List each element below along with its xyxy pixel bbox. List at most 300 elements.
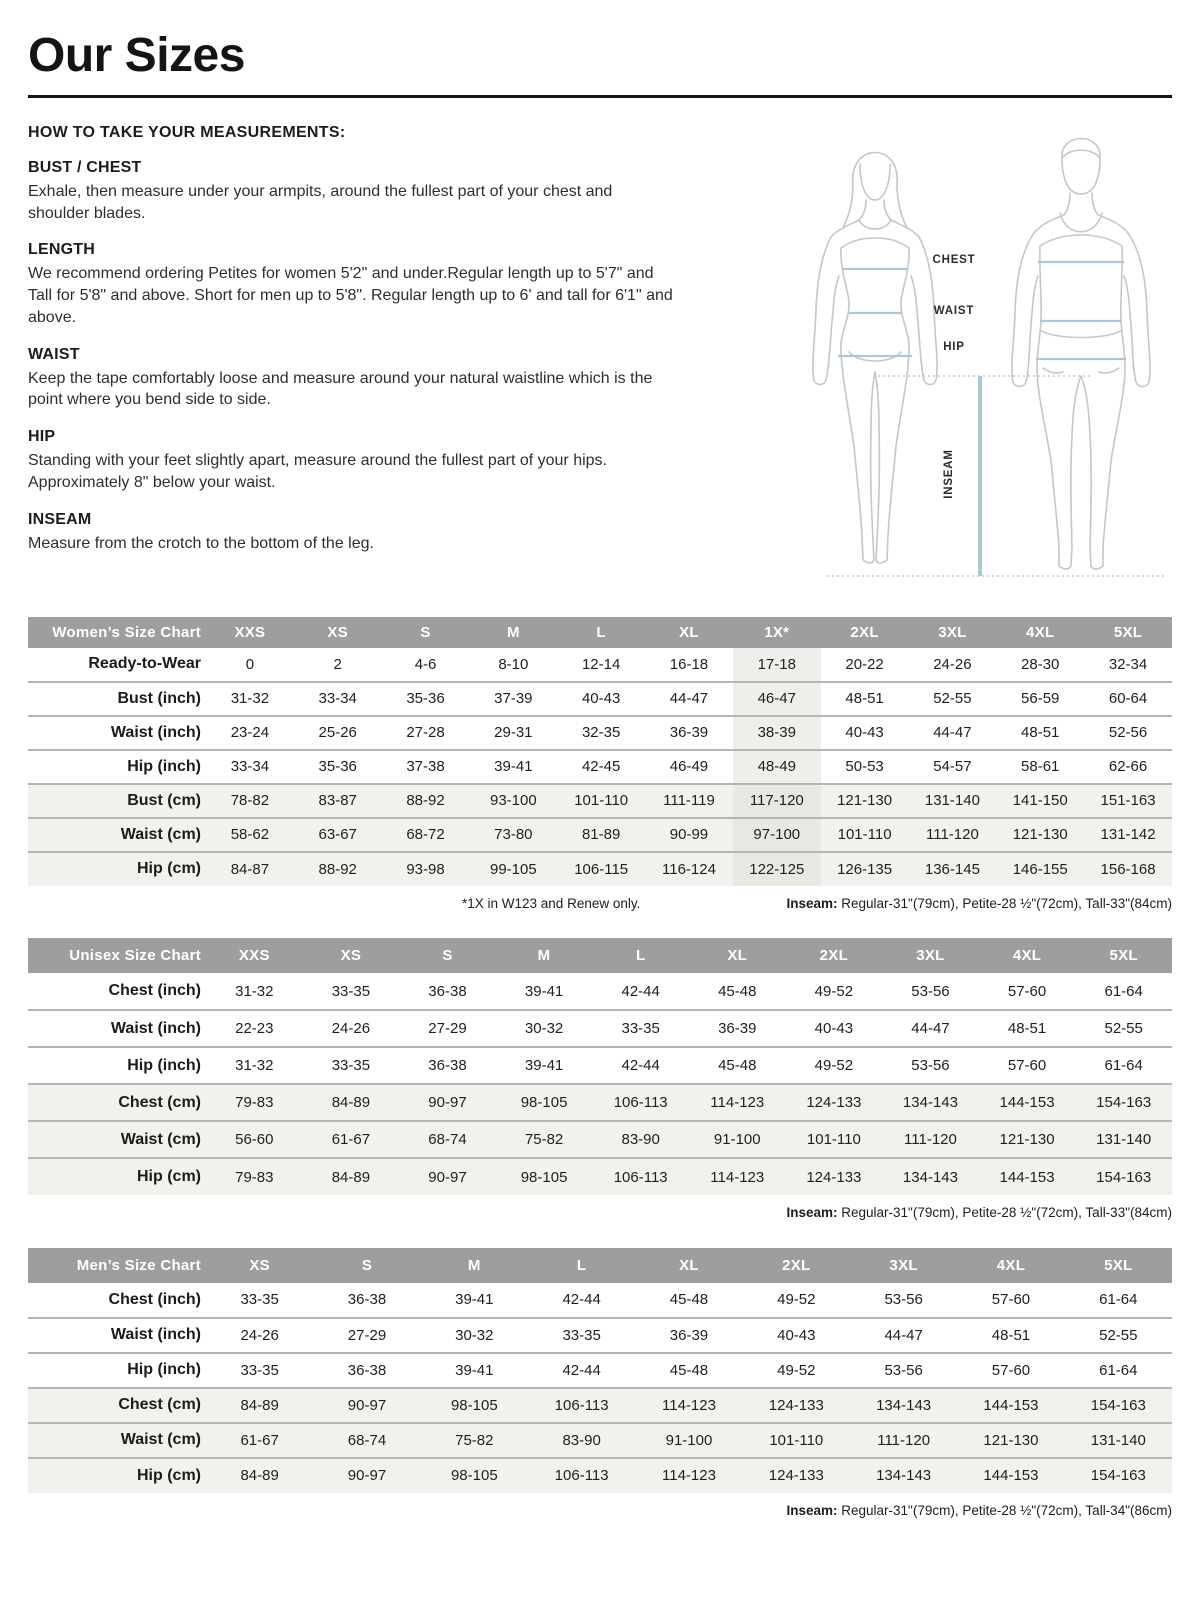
cell: 4-6	[414, 655, 437, 673]
row-label: Chest (cm)	[28, 1388, 206, 1423]
cell: 22-23	[235, 1020, 274, 1038]
column-header: 2XL	[786, 938, 883, 973]
row-label: Hip (inch)	[127, 757, 201, 775]
cell: 36-38	[347, 1291, 387, 1309]
column-header: XL	[689, 938, 786, 973]
cell: 106-113	[592, 1084, 689, 1121]
column-header: XS	[294, 617, 382, 648]
cell: 44-47	[884, 1326, 923, 1344]
row-label: Hip (cm)	[28, 1158, 206, 1195]
cell: 134-143	[882, 1158, 979, 1195]
cell: 57-60	[991, 1291, 1031, 1309]
cell: 121-130	[957, 1423, 1064, 1458]
cell: 106-113	[528, 1458, 635, 1493]
column-header: 5XL	[1075, 938, 1172, 973]
table-footnote	[28, 1502, 1172, 1520]
cell: 42-44	[562, 1361, 601, 1379]
column-header: XS	[303, 938, 400, 973]
cell: 90-97	[399, 1158, 496, 1195]
table-title: Women’s Size Chart	[28, 617, 206, 648]
column-header: XXS	[206, 938, 303, 973]
cell: 33-35	[240, 1361, 279, 1379]
row-label: Hip (cm)	[28, 1458, 206, 1493]
cell: 53-56	[884, 1291, 923, 1309]
cell: 90-97	[313, 1458, 420, 1493]
table-row	[28, 1121, 1172, 1158]
cell: 57-60	[991, 1361, 1031, 1379]
cell: 33-35	[562, 1326, 601, 1344]
cell: 38-39	[733, 716, 821, 750]
cell: 126-135	[821, 852, 909, 886]
unisex-size-chart-section	[28, 938, 1172, 1222]
column-header: S	[313, 1248, 420, 1283]
cell: 42-44	[621, 1057, 660, 1075]
cell: 90-99	[645, 818, 733, 852]
cell: 53-56	[911, 982, 950, 1000]
cell: 106-115	[557, 852, 645, 886]
table-row	[28, 852, 1172, 886]
cell: 91-100	[635, 1423, 742, 1458]
column-header: XXS	[206, 617, 294, 648]
cell: 33-35	[331, 1057, 371, 1075]
cell: 111-119	[645, 784, 733, 818]
table-header-row	[28, 938, 1172, 973]
footnote-inseam-note: Inseam: Regular-31"(79cm), Petite-28 ½"(72cm), Tall-34"(86cm)	[786, 1502, 1172, 1518]
cell: 134-143	[882, 1084, 979, 1121]
cell: 111-120	[850, 1423, 957, 1458]
cell: 84-89	[206, 1388, 313, 1423]
cell: 101-110	[743, 1423, 850, 1458]
cell: 117-120	[733, 784, 821, 818]
section-body: Keep the tape comfortably loose and measure around your natural waistline which is the point where you bend side to side.	[28, 369, 653, 409]
cell: 114-123	[635, 1388, 742, 1423]
table-row	[28, 1458, 1172, 1493]
cell: 45-48	[669, 1361, 709, 1379]
footnote-asterisk-note: *1X in W123 and Renew only.	[462, 895, 641, 911]
cell: 90-97	[399, 1084, 496, 1121]
column-header: 5XL	[1084, 617, 1172, 648]
cell: 29-31	[494, 724, 533, 742]
womens-size-chart-section	[28, 617, 1172, 913]
row-label: Waist (inch)	[110, 1019, 201, 1037]
column-header: M	[421, 1248, 528, 1283]
section-bust-chest	[28, 159, 728, 225]
table-row	[28, 973, 1172, 1010]
cell: 122-125	[733, 852, 821, 886]
cell: 44-47	[669, 690, 709, 708]
cell: 49-52	[814, 1057, 854, 1075]
cell: 98-105	[421, 1388, 528, 1423]
section-body: We recommend ordering Petites for women 5'2" and under.Regular length up to 5'7" and Tall for 5'8" and above. Short for men up to 5'8". Regular length up to 6' and tall for 6'1" and above.	[28, 265, 673, 326]
footnote-inseam-note: Inseam: Regular-31"(79cm), Petite-28 ½"(72cm), Tall-33"(84cm)	[786, 895, 1172, 911]
size-table	[28, 1248, 1172, 1493]
cell: 60-64	[1108, 690, 1148, 708]
cell: 124-133	[743, 1458, 850, 1493]
cell: 33-35	[240, 1291, 279, 1309]
cell: 36-38	[428, 1057, 467, 1075]
cell: 30-32	[524, 1020, 564, 1038]
cell: 35-36	[406, 690, 445, 708]
cell: 24-26	[331, 1020, 371, 1038]
column-header: 4XL	[957, 1248, 1064, 1283]
cell: 8-10	[498, 655, 529, 673]
row-label: Waist (cm)	[28, 1121, 206, 1158]
cell: 98-105	[421, 1458, 528, 1493]
table-title: Unisex Size Chart	[28, 938, 206, 973]
cell: 53-56	[884, 1361, 923, 1379]
cell: 35-36	[318, 758, 357, 776]
cell: 146-155	[996, 852, 1084, 886]
section-title: HIP	[28, 428, 56, 446]
cell: 114-123	[635, 1458, 742, 1493]
cell: 97-100	[733, 818, 821, 852]
cell: 93-100	[469, 784, 557, 818]
cell: 48-51	[845, 690, 884, 708]
cell: 46-49	[669, 758, 709, 776]
cell: 46-47	[733, 682, 821, 716]
cell: 131-140	[909, 784, 997, 818]
column-header: 3XL	[882, 938, 979, 973]
table-footnote	[28, 895, 1172, 913]
cell: 52-55	[933, 690, 972, 708]
cell: 134-143	[850, 1458, 957, 1493]
cell: 62-66	[1108, 758, 1148, 776]
cell: 73-80	[469, 818, 557, 852]
cell: 33-34	[230, 758, 270, 776]
measurement-instructions	[28, 124, 728, 555]
cell: 144-153	[979, 1084, 1076, 1121]
instructions-heading: HOW TO TAKE YOUR MEASUREMENTS:	[28, 123, 346, 141]
column-header: S	[399, 938, 496, 973]
column-header: L	[528, 1248, 635, 1283]
table-row	[28, 648, 1172, 682]
cell: 83-87	[294, 784, 382, 818]
column-header: L	[557, 617, 645, 648]
cell: 88-92	[294, 852, 382, 886]
cell: 16-18	[669, 655, 709, 673]
table-header-row	[28, 617, 1172, 648]
cell: 131-140	[1075, 1121, 1172, 1158]
cell: 141-150	[996, 784, 1084, 818]
footnote-inseam-note: Inseam: Regular-31"(79cm), Petite-28 ½"(72cm), Tall-33"(84cm)	[786, 1205, 1172, 1221]
cell: 52-55	[1099, 1326, 1138, 1344]
cell: 131-140	[1065, 1423, 1172, 1458]
cell: 58-62	[206, 818, 294, 852]
size-table	[28, 938, 1172, 1195]
cell: 57-60	[1007, 982, 1047, 1000]
table-title: Men’s Size Chart	[28, 1248, 206, 1283]
cell: 32-35	[581, 724, 621, 742]
table-row	[28, 1353, 1172, 1388]
cell: 111-120	[909, 818, 997, 852]
section-title: WAIST	[28, 345, 80, 363]
cell: 30-32	[455, 1326, 494, 1344]
cell: 58-61	[1021, 758, 1060, 776]
cell: 154-163	[1075, 1158, 1172, 1195]
cell: 27-28	[406, 724, 445, 742]
inseam-label: INSEAM	[943, 449, 955, 499]
cell: 40-43	[777, 1326, 816, 1344]
measurement-diagram	[780, 116, 1172, 594]
cell: 24-26	[933, 655, 972, 673]
cell: 24-26	[240, 1326, 279, 1344]
cell: 154-163	[1065, 1388, 1172, 1423]
cell: 99-105	[469, 852, 557, 886]
cell: 27-29	[347, 1326, 387, 1344]
row-label: Waist (inch)	[110, 723, 201, 741]
cell: 40-43	[845, 724, 884, 742]
column-header: 1X*	[733, 617, 821, 648]
cell: 36-39	[718, 1020, 757, 1038]
cell: 75-82	[421, 1423, 528, 1458]
cell: 131-142	[1084, 818, 1172, 852]
cell: 124-133	[786, 1158, 883, 1195]
cell: 40-43	[814, 1020, 854, 1038]
row-label: Hip (cm)	[28, 852, 206, 886]
cell: 25-26	[318, 724, 357, 742]
row-label: Hip (inch)	[127, 1361, 201, 1379]
cell: 33-34	[318, 690, 357, 708]
section-title: LENGTH	[28, 241, 95, 259]
cell: 39-41	[455, 1361, 494, 1379]
cell: 33-35	[331, 982, 371, 1000]
waist-label: WAIST	[933, 304, 975, 317]
cell: 134-143	[850, 1388, 957, 1423]
cell: 61-64	[1104, 1057, 1143, 1075]
cell: 42-45	[581, 758, 621, 776]
cell: 101-110	[786, 1121, 883, 1158]
cell: 42-44	[621, 982, 660, 1000]
cell: 101-110	[557, 784, 645, 818]
cell: 144-153	[979, 1158, 1076, 1195]
cell: 28-30	[1021, 655, 1060, 673]
section-body: Standing with your feet slightly apart, measure around the fullest part of your hips. Approximately 8" below your waist.	[28, 452, 607, 491]
cell: 151-163	[1084, 784, 1172, 818]
table-header-row	[28, 1248, 1172, 1283]
column-header: XL	[635, 1248, 742, 1283]
cell: 114-123	[689, 1084, 786, 1121]
column-header: L	[592, 938, 689, 973]
cell: 63-67	[294, 818, 382, 852]
cell: 36-39	[669, 724, 709, 742]
table-row	[28, 1047, 1172, 1084]
cell: 114-123	[689, 1158, 786, 1195]
cell: 53-56	[911, 1057, 950, 1075]
row-label: Chest (cm)	[28, 1084, 206, 1121]
cell: 106-113	[528, 1388, 635, 1423]
cell: 39-41	[455, 1291, 494, 1309]
section-body: Exhale, then measure under your armpits, around the fullest part of your chest and shoulder blades.	[28, 182, 613, 222]
cell: 49-52	[814, 982, 854, 1000]
cell: 144-153	[957, 1388, 1064, 1423]
section-body: Measure from the crotch to the bottom of the leg.	[28, 534, 374, 552]
cell: 48-49	[733, 750, 821, 784]
cell: 98-105	[496, 1084, 593, 1121]
cell: 48-51	[1021, 724, 1060, 742]
cell: 121-130	[996, 818, 1084, 852]
cell: 124-133	[743, 1388, 850, 1423]
section-inseam	[28, 511, 728, 555]
cell: 136-145	[909, 852, 997, 886]
table-row	[28, 818, 1172, 852]
cell: 83-90	[528, 1423, 635, 1458]
cell: 48-51	[991, 1326, 1031, 1344]
cell: 121-130	[821, 784, 909, 818]
row-label: Bust (cm)	[28, 784, 206, 818]
cell: 124-133	[786, 1084, 883, 1121]
row-label: Waist (inch)	[110, 1326, 201, 1344]
row-label: Hip (inch)	[127, 1056, 201, 1074]
section-title: INSEAM	[28, 510, 92, 528]
cell: 98-105	[496, 1158, 593, 1195]
female-figure-icon	[813, 152, 937, 563]
cell: 0	[245, 655, 255, 673]
cell: 48-51	[1007, 1020, 1047, 1038]
cell: 52-56	[1108, 724, 1148, 742]
row-label: Chest (inch)	[108, 982, 201, 1000]
cell: 56-60	[206, 1121, 303, 1158]
cell: 84-89	[303, 1158, 400, 1195]
cell: 84-89	[206, 1458, 313, 1493]
table-row	[28, 1010, 1172, 1047]
row-label: Waist (cm)	[28, 818, 206, 852]
cell: 36-38	[347, 1361, 387, 1379]
cell: 101-110	[821, 818, 909, 852]
row-label: Waist (cm)	[28, 1423, 206, 1458]
cell: 88-92	[382, 784, 470, 818]
cell: 78-82	[206, 784, 294, 818]
cell: 42-44	[562, 1291, 601, 1309]
cell: 52-55	[1104, 1020, 1143, 1038]
cell: 27-29	[428, 1020, 467, 1038]
cell: 17-18	[733, 648, 821, 682]
cell: 44-47	[933, 724, 972, 742]
table-row	[28, 1084, 1172, 1121]
cell: 144-153	[957, 1458, 1064, 1493]
cell: 23-24	[230, 724, 270, 742]
cell: 31-32	[235, 982, 274, 1000]
cell: 31-32	[230, 690, 270, 708]
cell: 68-74	[399, 1121, 496, 1158]
cell: 20-22	[845, 655, 884, 673]
cell: 154-163	[1065, 1458, 1172, 1493]
cell: 12-14	[581, 655, 621, 673]
cell: 32-34	[1108, 655, 1148, 673]
cell: 68-74	[313, 1423, 420, 1458]
column-header: XL	[645, 617, 733, 648]
cell: 33-35	[621, 1020, 660, 1038]
body-figures-illustration	[780, 116, 1172, 594]
cell: 39-41	[524, 982, 564, 1000]
cell: 84-89	[303, 1084, 400, 1121]
cell: 2	[333, 655, 342, 673]
cell: 45-48	[718, 1057, 757, 1075]
cell: 121-130	[979, 1121, 1076, 1158]
column-header: S	[382, 617, 470, 648]
cell: 61-64	[1099, 1291, 1138, 1309]
cell: 83-90	[592, 1121, 689, 1158]
row-label: Ready-to-Wear	[88, 655, 201, 673]
mens-size-chart-section	[28, 1248, 1172, 1520]
column-header: 2XL	[743, 1248, 850, 1283]
cell: 37-39	[494, 690, 533, 708]
cell: 36-39	[669, 1326, 709, 1344]
column-header: XS	[206, 1248, 313, 1283]
table-row	[28, 1158, 1172, 1195]
table-row	[28, 1318, 1172, 1353]
cell: 54-57	[933, 758, 972, 776]
cell: 61-67	[303, 1121, 400, 1158]
table-row	[28, 1423, 1172, 1458]
column-header: 2XL	[821, 617, 909, 648]
cell: 49-52	[777, 1291, 816, 1309]
column-header: 5XL	[1065, 1248, 1172, 1283]
male-figure-icon	[1012, 138, 1150, 569]
cell: 81-89	[557, 818, 645, 852]
column-header: 4XL	[996, 617, 1084, 648]
cell: 45-48	[718, 982, 757, 1000]
cell: 91-100	[689, 1121, 786, 1158]
table-row	[28, 682, 1172, 716]
row-label: Chest (inch)	[108, 1290, 201, 1308]
column-header: 4XL	[979, 938, 1076, 973]
cell: 68-72	[382, 818, 470, 852]
section-title: BUST / CHEST	[28, 158, 142, 176]
cell: 40-43	[581, 690, 621, 708]
table-row	[28, 716, 1172, 750]
cell: 61-67	[206, 1423, 313, 1458]
section-waist	[28, 346, 728, 412]
cell: 31-32	[235, 1057, 274, 1075]
size-tables	[28, 617, 1172, 1520]
cell: 57-60	[1007, 1057, 1047, 1075]
cell: 61-64	[1099, 1361, 1138, 1379]
cell: 79-83	[206, 1158, 303, 1195]
size-table	[28, 617, 1172, 886]
cell: 106-113	[592, 1158, 689, 1195]
table-footnote	[28, 1204, 1172, 1222]
cell: 37-38	[406, 758, 445, 776]
column-header: M	[496, 938, 593, 973]
cell: 111-120	[882, 1121, 979, 1158]
row-label: Bust (inch)	[117, 689, 201, 707]
cell: 39-41	[494, 758, 533, 776]
cell: 49-52	[777, 1361, 816, 1379]
cell: 50-53	[845, 758, 884, 776]
column-header: 3XL	[850, 1248, 957, 1283]
table-row	[28, 1283, 1172, 1318]
cell: 90-97	[313, 1388, 420, 1423]
cell: 45-48	[669, 1291, 709, 1309]
cell: 93-98	[382, 852, 470, 886]
cell: 39-41	[524, 1057, 564, 1075]
page-title: Our Sizes	[28, 29, 245, 82]
column-header: 3XL	[909, 617, 997, 648]
table-row	[28, 784, 1172, 818]
cell: 116-124	[645, 852, 733, 886]
cell: 36-38	[428, 982, 467, 1000]
table-row	[28, 750, 1172, 784]
cell: 79-83	[206, 1084, 303, 1121]
cell: 84-87	[206, 852, 294, 886]
cell: 75-82	[496, 1121, 593, 1158]
title-divider	[28, 95, 1172, 98]
table-row	[28, 1388, 1172, 1423]
cell: 61-64	[1104, 982, 1143, 1000]
cell: 44-47	[911, 1020, 950, 1038]
hip-label: HIP	[943, 340, 965, 353]
chest-label: CHEST	[932, 253, 976, 266]
